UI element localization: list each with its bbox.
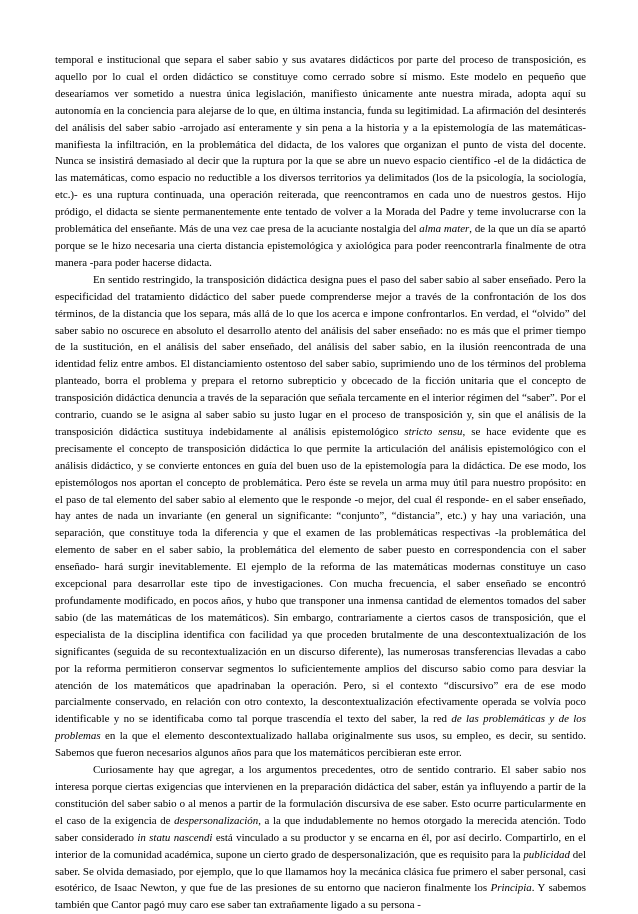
paragraph-3-text: . Y sabemos también que Cantor pagó muy caro ese saber tan extrañamente ligado a su persona - [55, 882, 586, 912]
italic-principia: Principia [490, 882, 532, 895]
paragraph-3-text: del saber. Se olvida demasiado, por ejemplo, que lo que llamamos hoy la mecánica clásica fue primero el saber personal, casi esotérico, de Isaac Newton, y que fue de las presiones de su entorno que nacieron finalmente los [55, 848, 587, 895]
paragraph-3-text: está vinculado a su productor y se encarna en él, por así decirlo. Compartirlo, en el interior de la comunidad académica, supone un cierto grado de despersonalización, que es requisito para la [55, 831, 587, 861]
paragraph-1-text: temporal e institucional que separa el saber sabio y sus avatares didácticos por parte del proceso de transposición, es aquello por lo cual el orden didáctico se constituye como cerrado sobre sí mismo. Este modelo en pequeño que desearíamos ver sometido a nuestra única legislación, manifiesto únicamente ante nuestra mirada, adopta aquí su autonomía en la conciencia para alejarse de lo que, en última instancia, funda su legitimidad. La afirmación del desinterés del análisis del saber sabio -arrojado así enteramente y sin pena a la historia y a la epistemología de las matemáticas- manifiesta la infiltración, en la problemática del didacta, de los valores que organizan el punto de vista del docente. Nunca se insistirá demasiado al decir que la ruptura por la que se abre un nuevo espacio científico -el de la didáctica de las matemáticas, como espacio no reductible a los diversos territorios ya delimitados (los de la psicología, la sociología, etc.)- es una ruptura continuada, una operación reiterada, que reencontramos en cada uno de nuestros gestos. Hijo pródigo, el didacta se siente permanentemente ente tentado de volver a la Morada del Padre y teme involucrarse con la problemática del enseñante. Más de una vez cae presa de la acuciante nostalgia del [55, 54, 586, 236]
italic-alma-mater: alma mater [419, 223, 470, 236]
document-body [55, 52, 586, 914]
italic-stricto-sensu: stricto sensu [404, 425, 463, 438]
italic-despersonalizacion: despersonalización [174, 814, 259, 827]
paragraph-1 [55, 52, 586, 272]
paragraph-2-text: En sentido restringido, la transposición didáctica designa pues el paso del saber sabio al saber enseñado. Pero la especificidad del tratamiento didáctico del saber puede comprenderse mejor a través de la confrontación de los dos términos, de la distancia que los separa, más allá de lo que los acerca e impone confrontarlos. En verdad, el “olvido” del saber sabio no oscurece en absoluto el desarrollo atento del análisis del saber enseñado: no es más que el primer tiempo de la sustitución, en el análisis del saber enseñado, del análisis del saber sabio, en la ilusión reencontrada de una identidad feliz entre ambos. El distanciamiento ostentoso del saber sabio, suprimiendo uno de los términos del problema planteado, borra el problema y prepara el retorno subrepticio y obcecado de la ficción unitaria que el concepto de transposición didáctica denuncia a través de la separación que señala tercamente en el interior régimen del “saber”. Por el contrario, cuando se le asigna al saber sabio su justo lugar en el proceso de transposición y, sin que el análisis de la transposición didáctica sustituya indebidamente al análisis epistemológico [55, 273, 586, 438]
paragraph-3 [55, 762, 586, 914]
paragraph-3-text: Curiosamente hay que agregar, a los argumentos precedentes, otro de sentido contrario. El saber sabio nos interesa porque ciertas exigencias que intervienen en la preparación didáctica del saber, están ya influyendo a partir de la constitución del saber sabio o al menos a partir de la formulación discursiva de ese saber. Esto ocurre particularmente en el caso de la exigencia de [55, 764, 586, 827]
italic-in-statu-nascendi: in statu nascendi [137, 831, 213, 844]
paragraph-2 [55, 272, 586, 762]
paragraph-2-text: en la que el elemento descontextualizado hallaba originalmente sus usos, su empleo, es decir, su sentido. Sabemos que fueron necesarios algunos años para que los matemáticos percibieran este error. [55, 730, 586, 760]
paragraph-3-text: , a la que indudablemente no hemos otorgado la merecida atención. Todo saber considerado [55, 814, 587, 844]
paragraph-2-text: , se hace evidente que es precisamente el concepto de transposición didáctica lo que permite la articulación del análisis epistemológico con el análisis didáctico, y se convierte entonces en guía del buen uso de la epistemología para la didáctica. De ese modo, los epistemólogos nos aportan el concepto de problemática. Pero éste se revela un arma muy útil para nuestro propósito: en el paso de tal elemento del saber sabio al elemento que le responde -o mejor, del cual él responde- en el saber enseñado, hay antes de nada un invariante (en general un significante: “conjunto”, “distancia”, etc.) y hay una variación, una separación, que constituye toda la diferencia y que el examen de las problemáticas respectivas -la problemática del elemento de saber en el saber sabio, la problemática del elemento de saber puesto en correspondencia con el saber enseñado- hará surgir inevitablemente. El ejemplo de la reforma de las matemáticas modernas constituye un caso excepcional para desarrollar este tipo de investigaciones. Con mucha frecuencia, el saber enseñado se encontró profundamente modificado, en pocos años, y hubo que transponer una inmensa cantidad de elementos tomados del saber sabio (de las matemáticas de los matemáticos). Sin embargo, contrariamente a ciertos casos de transposición, que el especialista de la disciplina identifica con facilidad ya que proceden brutalmente de una descontextualización de los significantes (seguida de su recontextualización en un discurso diferente), las numerosas transferencias llevadas a cabo por la reforma permitieron conservar segmentos lo suficientemente amplios del discurso sabio como para desviar la atención de los matemáticos que apadrinaban la operación. Pero, si el contexto “discursivo” era de ese modo parcialmente conservado, en relación con otro contexto, la descontextualización efectivamente operada se volvía poco identificable y no se identificaba como tal porque trascendía el texto del saber, la red [55, 425, 586, 726]
italic-publicidad: publicidad [523, 848, 570, 861]
paragraph-1-text: , de la que un día se apartó porque se le hizo necesaria una cierta distancia epistemológica y axiológica para poder reencontrarla finalmente de otra manera -para poder hacerse didacta. [55, 223, 586, 269]
italic-problematicas: de las problemáticas y de los problemas [55, 713, 586, 743]
